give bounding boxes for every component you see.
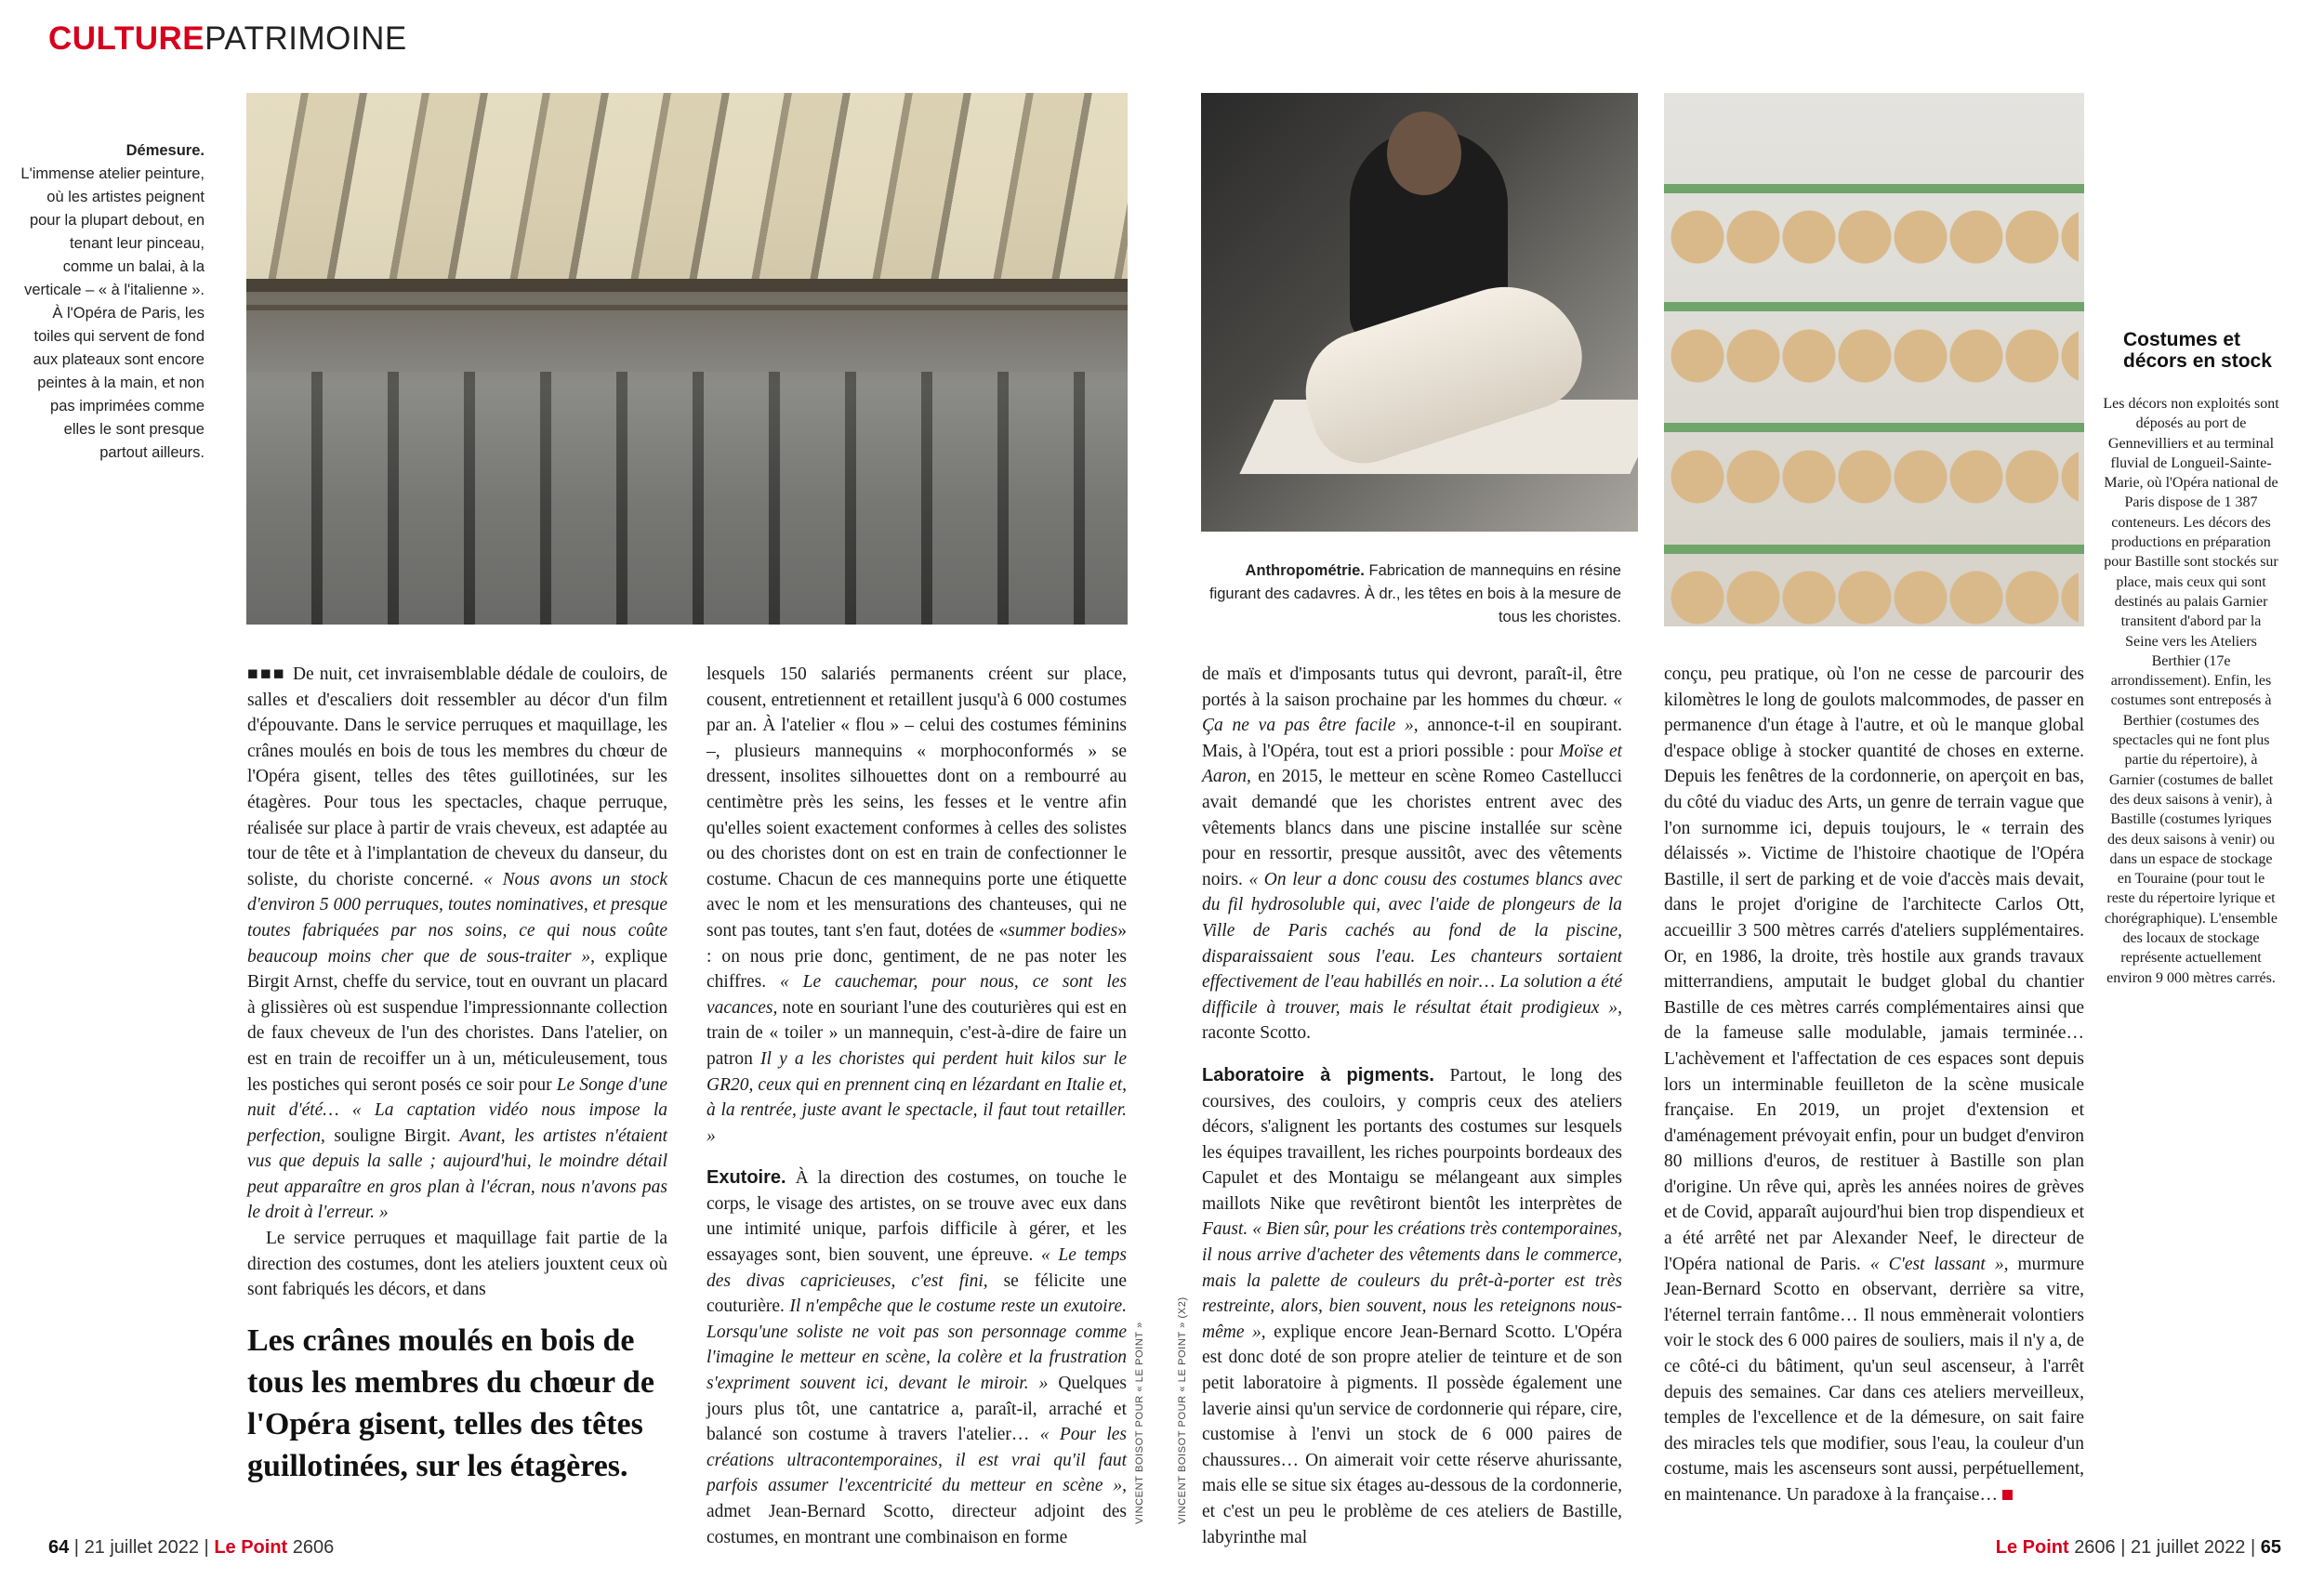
col3-paragraph-1c: en 2015, le metteur en scène Romeo Castellucci avait demandé que les choristes entrent avec des vêtements blancs dans une piscine installée sur scène pour en ressortir, presque aussitôt, avec des vêtements noirs. — [1202, 767, 1622, 889]
col2-paragraph-2b: se félicite une couturière. — [706, 1270, 1128, 1317]
col3-paragraph-1b: annonce-t-il en soupirant. Mais, à l'Opéra, tout est a priori possible : pour — [1202, 716, 1622, 761]
caption-demesure — [19, 139, 205, 465]
issue-right: 2606 — [2074, 1537, 2116, 1558]
subhead-exutoire: Exutoire. — [706, 1167, 786, 1189]
col2-paragraph-2c: Quelques jours plus tôt, une cantatrice a, paraît-il, arraché et balancé son costume à travers l'atelier… — [706, 1374, 1127, 1445]
end-mark — [2002, 1490, 2013, 1500]
workshop-photo — [246, 93, 1128, 625]
caption-anthropo-title: Anthropométrie. — [1245, 562, 1365, 579]
start-mark: ■■■ — [247, 664, 293, 684]
col3-paragraph-1: de maïs et d'imposants tutus qui devront, paraît-il, être portés à la saison prochaine par les hommes du chœur. — [1202, 664, 1622, 710]
col2-paragraph-1: lesquels 150 salariés permanents créent sur place, cousent, entretiennent et retaillent jusqu'à 6 000 costumes par an. À l'atelier « flou » – celui des costumes féminins –, plusieurs mannequins « morphoconformés » se dressent, insolites silhouettes dont on a rembourré au centimètre près les seins, les fesses et le ventre afin qu'elles soient exactement conformes à celles des solistes ou des choristes dont on est en train de confectionner le costume. Chacun de ces mannequins porte une étiquette avec le nom et les mensurations des chanteuses, qui ne sont pas toutes, tant s'en faut, dotées de « — [706, 664, 1127, 941]
caption-anthropometrie — [1208, 559, 1621, 629]
col2-quote-5: « Pour les créations ultracontemporaines, il est vrai qu'il faut parfois assumer l'excentricité du metteur en scène », — [706, 1425, 1127, 1496]
caption-demesure-title: Démesure. — [125, 142, 205, 159]
issue-left: 2606 — [292, 1537, 335, 1558]
col2-quote-2: Il y a les choristes qui perdent huit kilos sur le GR20, ceux qui en prennent cinq en lézardant en Italie et, à la rentrée, juste avant le spectacle, il faut tout retailler. » — [706, 1048, 1127, 1146]
date-left: 21 juillet 2022 — [84, 1537, 199, 1558]
caption-anthropo-text: Fabrication de mannequins en résine figurant des cadavres. À dr., les têtes en bois à la mesure de tous les choristes. — [1209, 562, 1621, 625]
col4-paragraph-1: conçu, peu pratique, où l'on ne cesse de parcourir des kilomètres le long de goulots malcommodes, de passer en permanence d'un étage à l'autre, et où le manque global d'espace oblige à stocker quantité de choses en externe. Depuis les fenêtres de la cordonnerie, on aperçoit en bas, du côté du viaduc des Arts, un genre de terrain vague que l'on surnomme ici, depuis toujours, le « terrain des délaissés ». Victime de l'histoire chaotique de l'Opéra Bastille, il sert de parking et de voie d'accès mais devait, dans le projet d'origine de l'architecte Carlos Ott, accueillir 3 500 mètres carrés d'ateliers supplémentaires. Or, en 1986, la droite, très hostile aux grands travaux mitterrandiens, amputait le budget global du chantier Bastille de ces mètres carrés complémentaires ainsi que de la fameuse salle modulable, jamais terminée… L'achèvement et l'affectation de ces espaces sont depuis lors un interminable feuilleton de la scène musicale française. En 2019, un projet d'extension et d'aménagement prévoyait enfin, pour un budget d'environ 80 millions d'euros, de restituer à Bastille son plan d'origine. Un rêve qui, après les années noires de grèves et de Covid, apparaît aujourd'hui bien trop dispendieux et a été arrêté net par Alexander Neef, le directeur de l'Opéra national de Paris. — [1664, 664, 2084, 1274]
col1-quote-3: Avant, les artistes n'étaient vus que depuis la salle ; aujourd'hui, le moindre détail peut apparaître en gros plan à l'écran, nous n'avons pas le droit à l'erreur. » — [247, 1125, 668, 1223]
page-number-left: 64 — [48, 1537, 70, 1558]
wooden-heads-photo — [1664, 93, 2084, 626]
col1-paragraph-1: De nuit, cet invraisemblable dédale de couloirs, de salles et d'escaliers doit ressembler au décor d'un film d'épouvante. Dans le service perruques et maquillage, les crânes moulés en bois de tous les membres du chœur de l'Opéra gisent, telles des têtes guillotinées, sur les étagères. Pour tous les spectacles, chaque perruque, réalisée sur place à partir de vrais cheveux, est adaptée au tour de tête et à l'implantation de cheveux du danseur, du soliste, du choriste concerné. — [247, 664, 668, 889]
col3-quote-3: « Bien sûr, pour les créations très contemporaines, il nous arrive d'acheter des vêtements dans le commerce, mais la palette de couleurs du prêt-à-porter est très restreinte, alors, bien souvent, nous les reteignons nous-même », — [1202, 1219, 1622, 1342]
col3-quote-2: « On leur a donc cousu des costumes blancs avec du fil hydrosoluble qui, avec l'aide de plongeurs de la Ville de Paris cachés au fond de la piscine, disparaissaient sous l'eau. Les chanteurs sortaient effectivement de l'eau habillés en noir… La solution a été difficile à trouver, mais le résultat était prodigieux », — [1202, 869, 1623, 1018]
page-number-right: 65 — [2260, 1537, 2281, 1558]
caption-demesure-text: L'immense atelier peinture, où les artistes peignent pour la plupart debout, en tenant leur pinceau, comme un balai, à la verticale – « à l'italienne ». À l'Opéra de Paris, les toiles qui servent de fond aux plateaux sont encore peintes à la main, et non pas imprimées comme elles le sont presque partout ailleurs. — [20, 165, 205, 461]
col3-work-title-2: Faust. — [1202, 1219, 1248, 1240]
col3-work-title: Moïse et Aaron, — [1202, 741, 1623, 787]
col1-paragraph-1c: souligne Birgit. — [334, 1125, 451, 1146]
col2-quote-1: « Le cauchemar, pour nous, ce sont les vacances, — [706, 972, 1128, 1018]
col1-paragraph-2: Le service perruques et maquillage fait partie de la direction des costumes, dont les ateliers jouxtent ceux où sont fabriqués les décors, et dans — [247, 1229, 667, 1300]
col2-quote-4: Il n'empêche que le costume reste un exutoire. Lorsqu'une soliste ne voit pas son personnage comme l'imagine le metteur en scène, la colère et la frustration s'expriment souvent ici, devant le miroir. » — [706, 1296, 1127, 1394]
col2-paragraph-1b: » : on nous prie donc, gentiment, de ne pas noter les chiffres. — [706, 920, 1127, 993]
col2-paragraph-2: À la direction des costumes, on touche le corps, le visage des artistes, on se trouve avec eux dans une intimité unique, parfois difficile à gérer, et les essayages sont, bien souvent, une épreuve. — [706, 1168, 1127, 1266]
sidebar-text: Les décors non exploités sont déposés au port de Gennevilliers et au terminal fluvial de Longueil-Sainte-Marie, où l'Opéra national de Paris dispose de 1 387 conteneurs. Les décors des productions en préparation pour Bastille sont stockés sur place, mais ceux qui sont destinés au palais Garnier transitent d'abord par la Seine vers les Ateliers Berthier (17e arrondissement). Enfin, les costumes sont entreposés à Berthier (costumes des spectacles qui ne font plus partie du répertoire), à Garnier (costumes de ballet des deux saisons à venir), à Bastille (costumes lyriques des deux saisons à venir) ou dans un espace de stockage en Touraine (pour tout le reste du répertoire lyrique et chorégraphique). L'ensemble des locaux de stockage représente actuellement environ 9 000 mètres carrés. — [2103, 396, 2279, 986]
col1-work-title: Le Songe d'une nuit d'été… — [247, 1074, 667, 1121]
subhead-laboratoire: Laboratoire à pigments. — [1202, 1064, 1434, 1086]
magazine-name-right: Le Point — [1995, 1537, 2069, 1558]
folio-right: Le Point 2606 | 21 juillet 2022 | 65 — [1995, 1537, 2281, 1558]
article-column-1 — [247, 662, 667, 1303]
date-right: 21 juillet 2022 — [2131, 1537, 2246, 1558]
folio-left: 64 | 21 juillet 2022 | Le Point 2606 — [48, 1537, 335, 1558]
col3-quote-1: « Ça ne va pas être facile », — [1202, 690, 1622, 736]
col2-italic-1: summer bodies — [1008, 920, 1118, 941]
col2-quote-3: « Le temps des divas capricieuses, c'est fini, — [706, 1245, 1127, 1291]
article-column-4 — [1664, 662, 2084, 1508]
col2-paragraph-1c: note en souriant l'une des couturières qui est en train de « toiler » un mannequin, c'est-à-dire de faire un patron — [706, 997, 1128, 1069]
col4-quote-1: « C'est lassant », — [1869, 1254, 2009, 1274]
col1-paragraph-1b: explique Birgit Arnst, cheffe du service, tout en ouvrant un placard à glissières où est suspendue l'impressionnante collection de faux cheveux de l'un des choristes. Dans l'atelier, on est en train de recoiffer un à un, méticuleusement, tous les postiches qui seront posés ce soir pour — [247, 946, 668, 1095]
article-column-3 — [1202, 662, 1622, 1550]
pull-quote: Les crânes moulés en bois de tous les membres du chœur de l'Opéra gisent, telles des têtes guillotinées, sur les étagères. — [247, 1323, 654, 1483]
section-rubric — [48, 20, 407, 58]
col1-quote-2: « La captation vidéo nous impose la perfection, — [247, 1100, 668, 1146]
article-column-2 — [706, 662, 1127, 1550]
col3-paragraph-2b: explique encore Jean-Bernard Scotto. L'Opéra est donc doté de son propre atelier de teinture et de son petit laboratoire à pigments. Il possède également une laverie ainsi qu'un service de cordonnerie qui répare, cire, customise à l'envi un stock de 6 000 paires de chaussures… On aimerait voir cette réserve ahurissante, mais elle se situe six étages au-dessous de la cordonnerie, et c'est un peu le problème de ces ateliers de Bastille, labyrinthe mal — [1202, 1322, 1623, 1547]
col2-paragraph-2d: admet Jean-Bernard Scotto, directeur adjoint des costumes, en montrant une combinaison en forme — [706, 1502, 1127, 1547]
sidebar-title: Costumes et décors en stock — [2123, 329, 2272, 372]
col3-paragraph-1d: raconte Scotto. — [1202, 1023, 1311, 1044]
rubric-subsection: PATRIMOINE — [205, 20, 407, 57]
rubric-section: CULTURE — [48, 20, 205, 57]
photo-credit-2: VINCENT BOISOT POUR « LE POINT » (X2) — [1177, 1296, 1188, 1524]
magazine-name-left: Le Point — [214, 1537, 288, 1558]
col3-paragraph-2: Partout, le long des coursives, des couloirs, y compris ceux des ateliers décors, s'alignent les portants des costumes sur lesquels les équipes travaillent, les riches pourpoints bordeaux des Capulet et des Montaigu se mélangeant aux simples maillots Nike que revêtiront bientôt les interprètes de — [1202, 1065, 1622, 1214]
mannequin-photo — [1201, 93, 1638, 532]
col4-paragraph-1b: murmure Jean-Bernard Scotto en observant, derrière sa vitre, l'éternel terrain fantôme… Il nous emmènerait volontiers voir le stock des 6 000 paires de souliers, mais il n'y a, de ce côté-ci du bâtiment, qu'un seul ascenseur, à l'arrêt depuis des semaines. Car dans ces ateliers merveilleux, temples de l'excellence et de la démesure, on sait faire des miracles tels que modifier, sous l'eau, la couleur d'un costume, mais les ascenseurs sont aussi, perpétuellement, en maintenance. Un paradoxe à la française… — [1664, 1254, 2084, 1505]
col1-quote-1: « Nous avons un stock d'environ 5 000 perruques, toutes nominatives, et presque toutes fabriquées par nos soins, ce qui nous coûte beaucoup moins cher que de sous-traiter », — [247, 869, 668, 967]
photo-credit-1: VINCENT BOISOT POUR « LE POINT » — [1134, 1322, 1145, 1524]
